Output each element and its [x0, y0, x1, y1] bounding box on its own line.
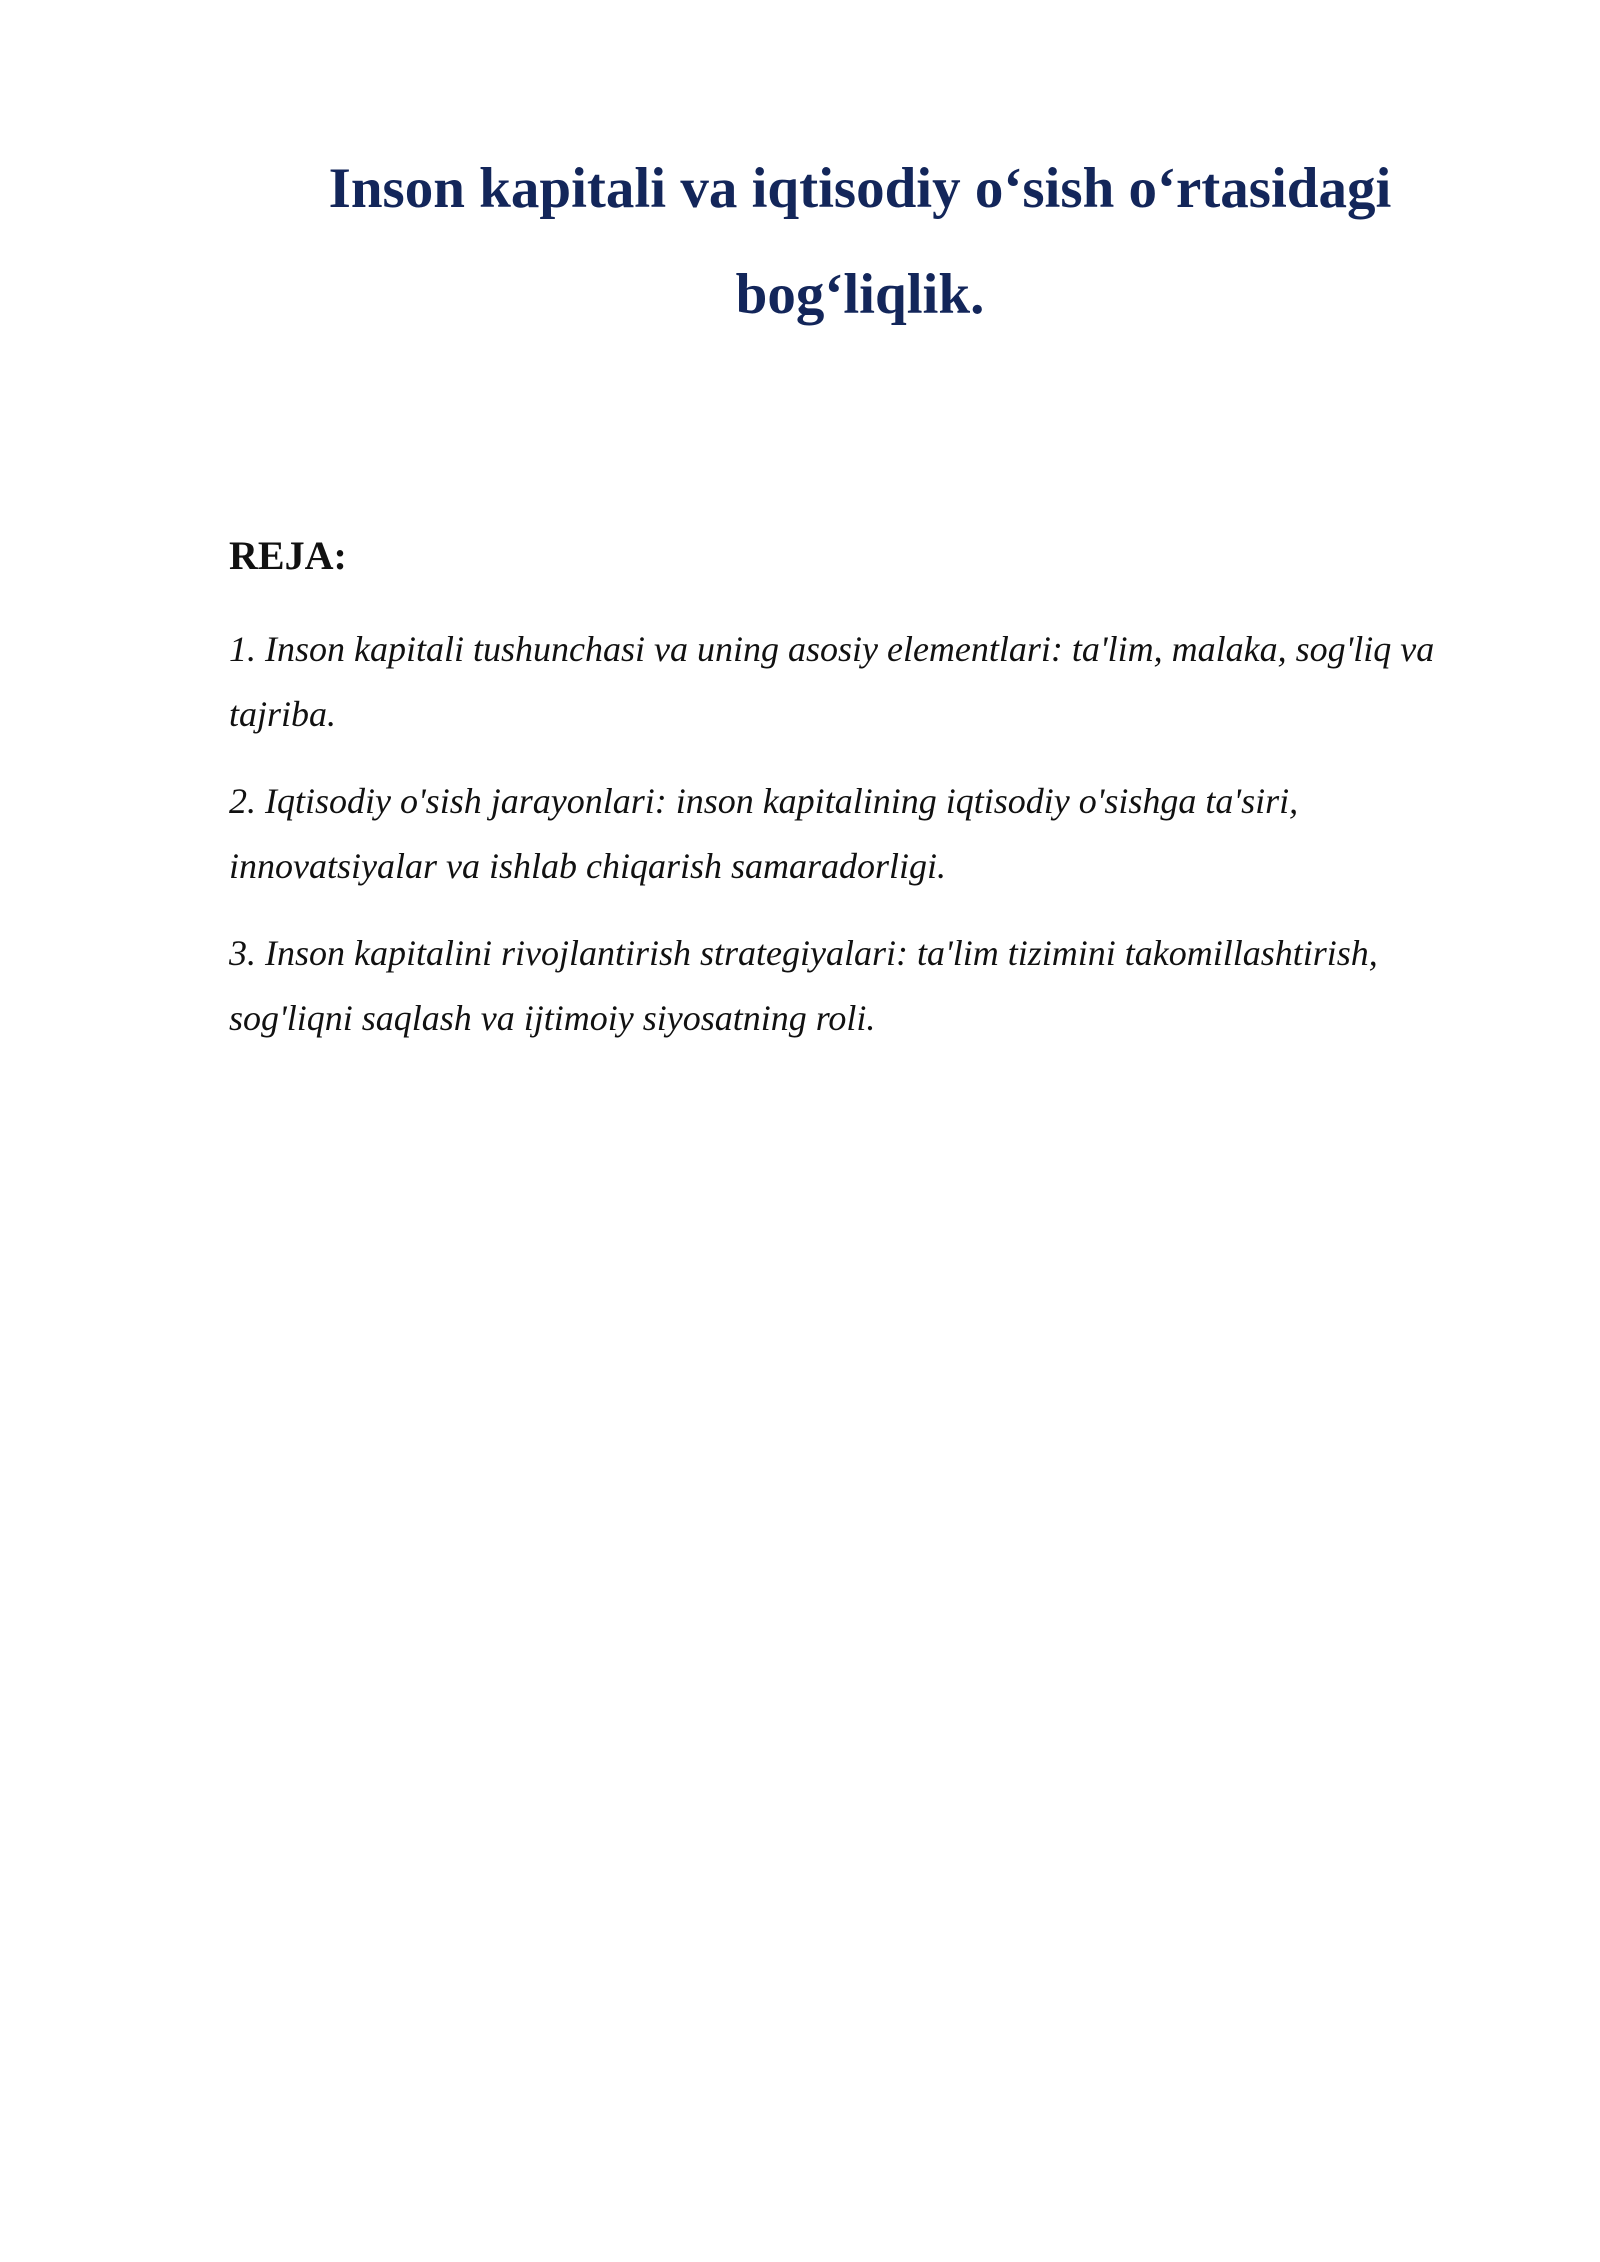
plan-heading: REJA:	[229, 533, 347, 578]
document-title: Inson kapitali va iqtisodiy o‘sish o‘rtasidagi bog‘liqlik.	[328, 157, 1392, 326]
plan-item-1: 1. Inson kapitali tushunchasi va uning asosiy elementlari: ta'lim, malaka, sog'liq va tajriba.	[229, 629, 1435, 734]
plan-item-2: 2. Iqtisodiy o'sish jarayonlari: inson kapitalining iqtisodiy o'sishga ta'siri, innovatsiyalar va ishlab chiqarish samaradorligi.	[229, 781, 1299, 886]
plan-item-3: 3. Inson kapitalini rivojlantirish strategiyalari: ta'lim tizimini takomillashtirish, sog'liqni saqlash va ijtimoiy siyosatning roli.	[229, 933, 1378, 1038]
plan-list	[229, 617, 1459, 1073]
